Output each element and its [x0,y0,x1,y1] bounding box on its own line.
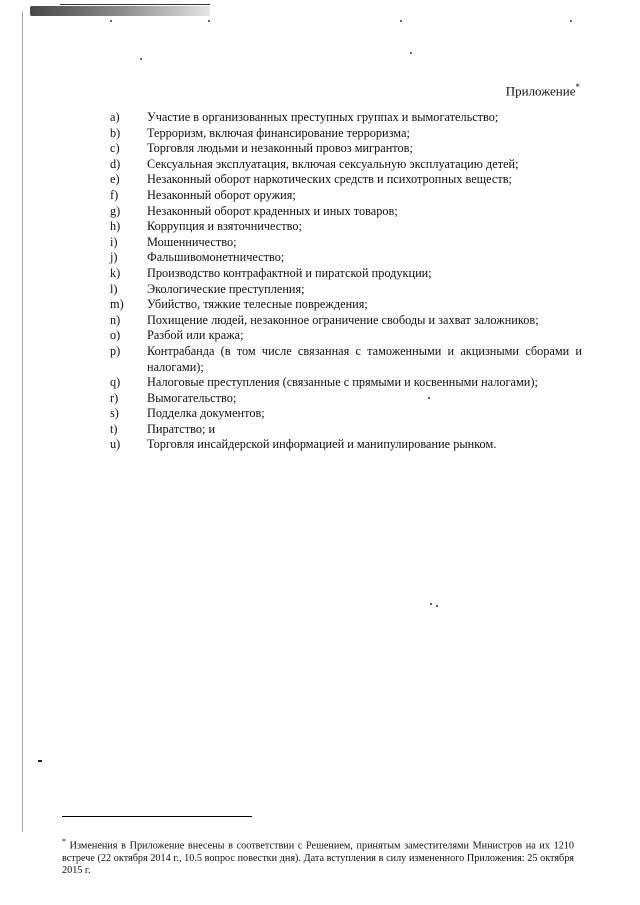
scan-speck [208,20,210,22]
list-item-text: Незаконный оборот оружия; [147,187,296,202]
list-item [110,422,582,438]
list-item-text: Коррупция и взяточничество; [147,219,302,234]
list-item [110,344,582,375]
list-item-text: Убийство, тяжкие телесные повреждения; [147,297,368,312]
list-marker: f) [110,187,119,202]
list-marker: u) [110,437,121,452]
list-item-text: Налоговые преступления (связанные с прямыми и косвенными налогами); [147,375,538,390]
footnote-text: Изменения в Приложение внесены в соответствии с Решением, принятым заместителями Министров на их 1210 встрече (22 октября 2014 г., 10.5 вопрос повестки дня). Дата вступления в силу измененного Приложения: 25 октября 2015 г. [62,840,574,876]
list-item-text: Контрабанда (в том числе связанная с таможенными и акцизными сборами и налогами); [147,343,582,374]
scan-speck [110,20,112,22]
heading-footnote-mark: * [575,82,580,92]
list-item [110,297,582,313]
list-item [110,250,582,266]
list-item [110,126,582,142]
footnote-mark: * [62,837,66,846]
list-marker: k) [110,265,121,280]
list-item-text: Подделка документов; [147,406,265,421]
list-item-text: Незаконный оборот краденных и иных товаров; [147,203,398,218]
list-item [110,188,582,204]
list-item-text: Экологические преступления; [147,281,305,296]
list-item [110,437,582,453]
list-item [110,141,582,157]
list-item-text: Вымогательство; [147,390,237,405]
list-item-text: Мошенничество; [147,234,237,249]
list-item-text: Торговля инсайдерской информацией и манипулирование рынком. [147,437,497,452]
footnote [62,836,574,877]
list-item-text: Сексуальная эксплуатация, включая сексуальную эксплуатацию детей; [147,156,519,171]
list-item [110,406,582,422]
list-marker: p) [110,343,121,358]
list-item-text: Похищение людей, незаконное ограничение свободы и захват заложников; [147,312,539,327]
scan-speck [436,605,438,607]
list-marker: b) [110,125,121,140]
list-item-text: Участие в организованных преступных группах и вымогательство; [147,110,499,124]
appendix-heading [506,82,580,99]
list-item [110,157,582,173]
list-marker: a) [110,110,120,124]
scan-speck [430,603,432,605]
list-marker: n) [110,312,121,327]
scan-speck [140,58,142,60]
list-item-text: Торговля людьми и незаконный провоз мигрантов; [147,141,413,156]
list-item [110,204,582,220]
list-item [110,172,582,188]
list-item [110,391,582,407]
footnote-separator [62,816,252,817]
list-item-text: Разбой или кража; [147,328,244,343]
list-marker: s) [110,406,119,421]
scan-artifact [30,6,210,16]
scan-speck [400,20,402,22]
list-item [110,313,582,329]
list-item [110,282,582,298]
list-marker: j) [110,250,118,265]
list-item [110,328,582,344]
list-marker: h) [110,219,121,234]
list-item [110,266,582,282]
appendix-heading-text: Приложение [505,83,576,99]
list-marker: l) [110,281,118,296]
list-marker: i) [110,234,118,249]
list-marker: t) [110,421,118,436]
list-marker: m) [110,297,124,312]
list-item [110,219,582,235]
offense-list [110,110,582,453]
list-item-text: Фальшивомонетничество; [147,250,285,265]
list-item-text: Производство контрафактной и пиратской продукции; [147,265,432,280]
list-marker: d) [110,156,121,171]
list-item [110,110,582,126]
list-marker: e) [110,172,120,187]
scan-artifact-line [60,4,210,5]
list-item-text: Пиратство; и [147,421,216,436]
scan-speck [38,760,42,762]
list-marker: r) [110,390,119,405]
list-marker: c) [110,141,120,156]
list-marker: o) [110,328,121,343]
list-item-text: Незаконный оборот наркотических средств и психотропных веществ; [147,172,512,187]
scan-speck [570,20,572,22]
list-item [110,235,582,251]
scan-speck [410,52,412,54]
list-marker: q) [110,375,121,390]
list-item-text: Терроризм, включая финансирование терроризма; [147,125,410,140]
list-marker: g) [110,203,121,218]
list-item [110,375,582,391]
scan-margin-line [22,12,23,832]
